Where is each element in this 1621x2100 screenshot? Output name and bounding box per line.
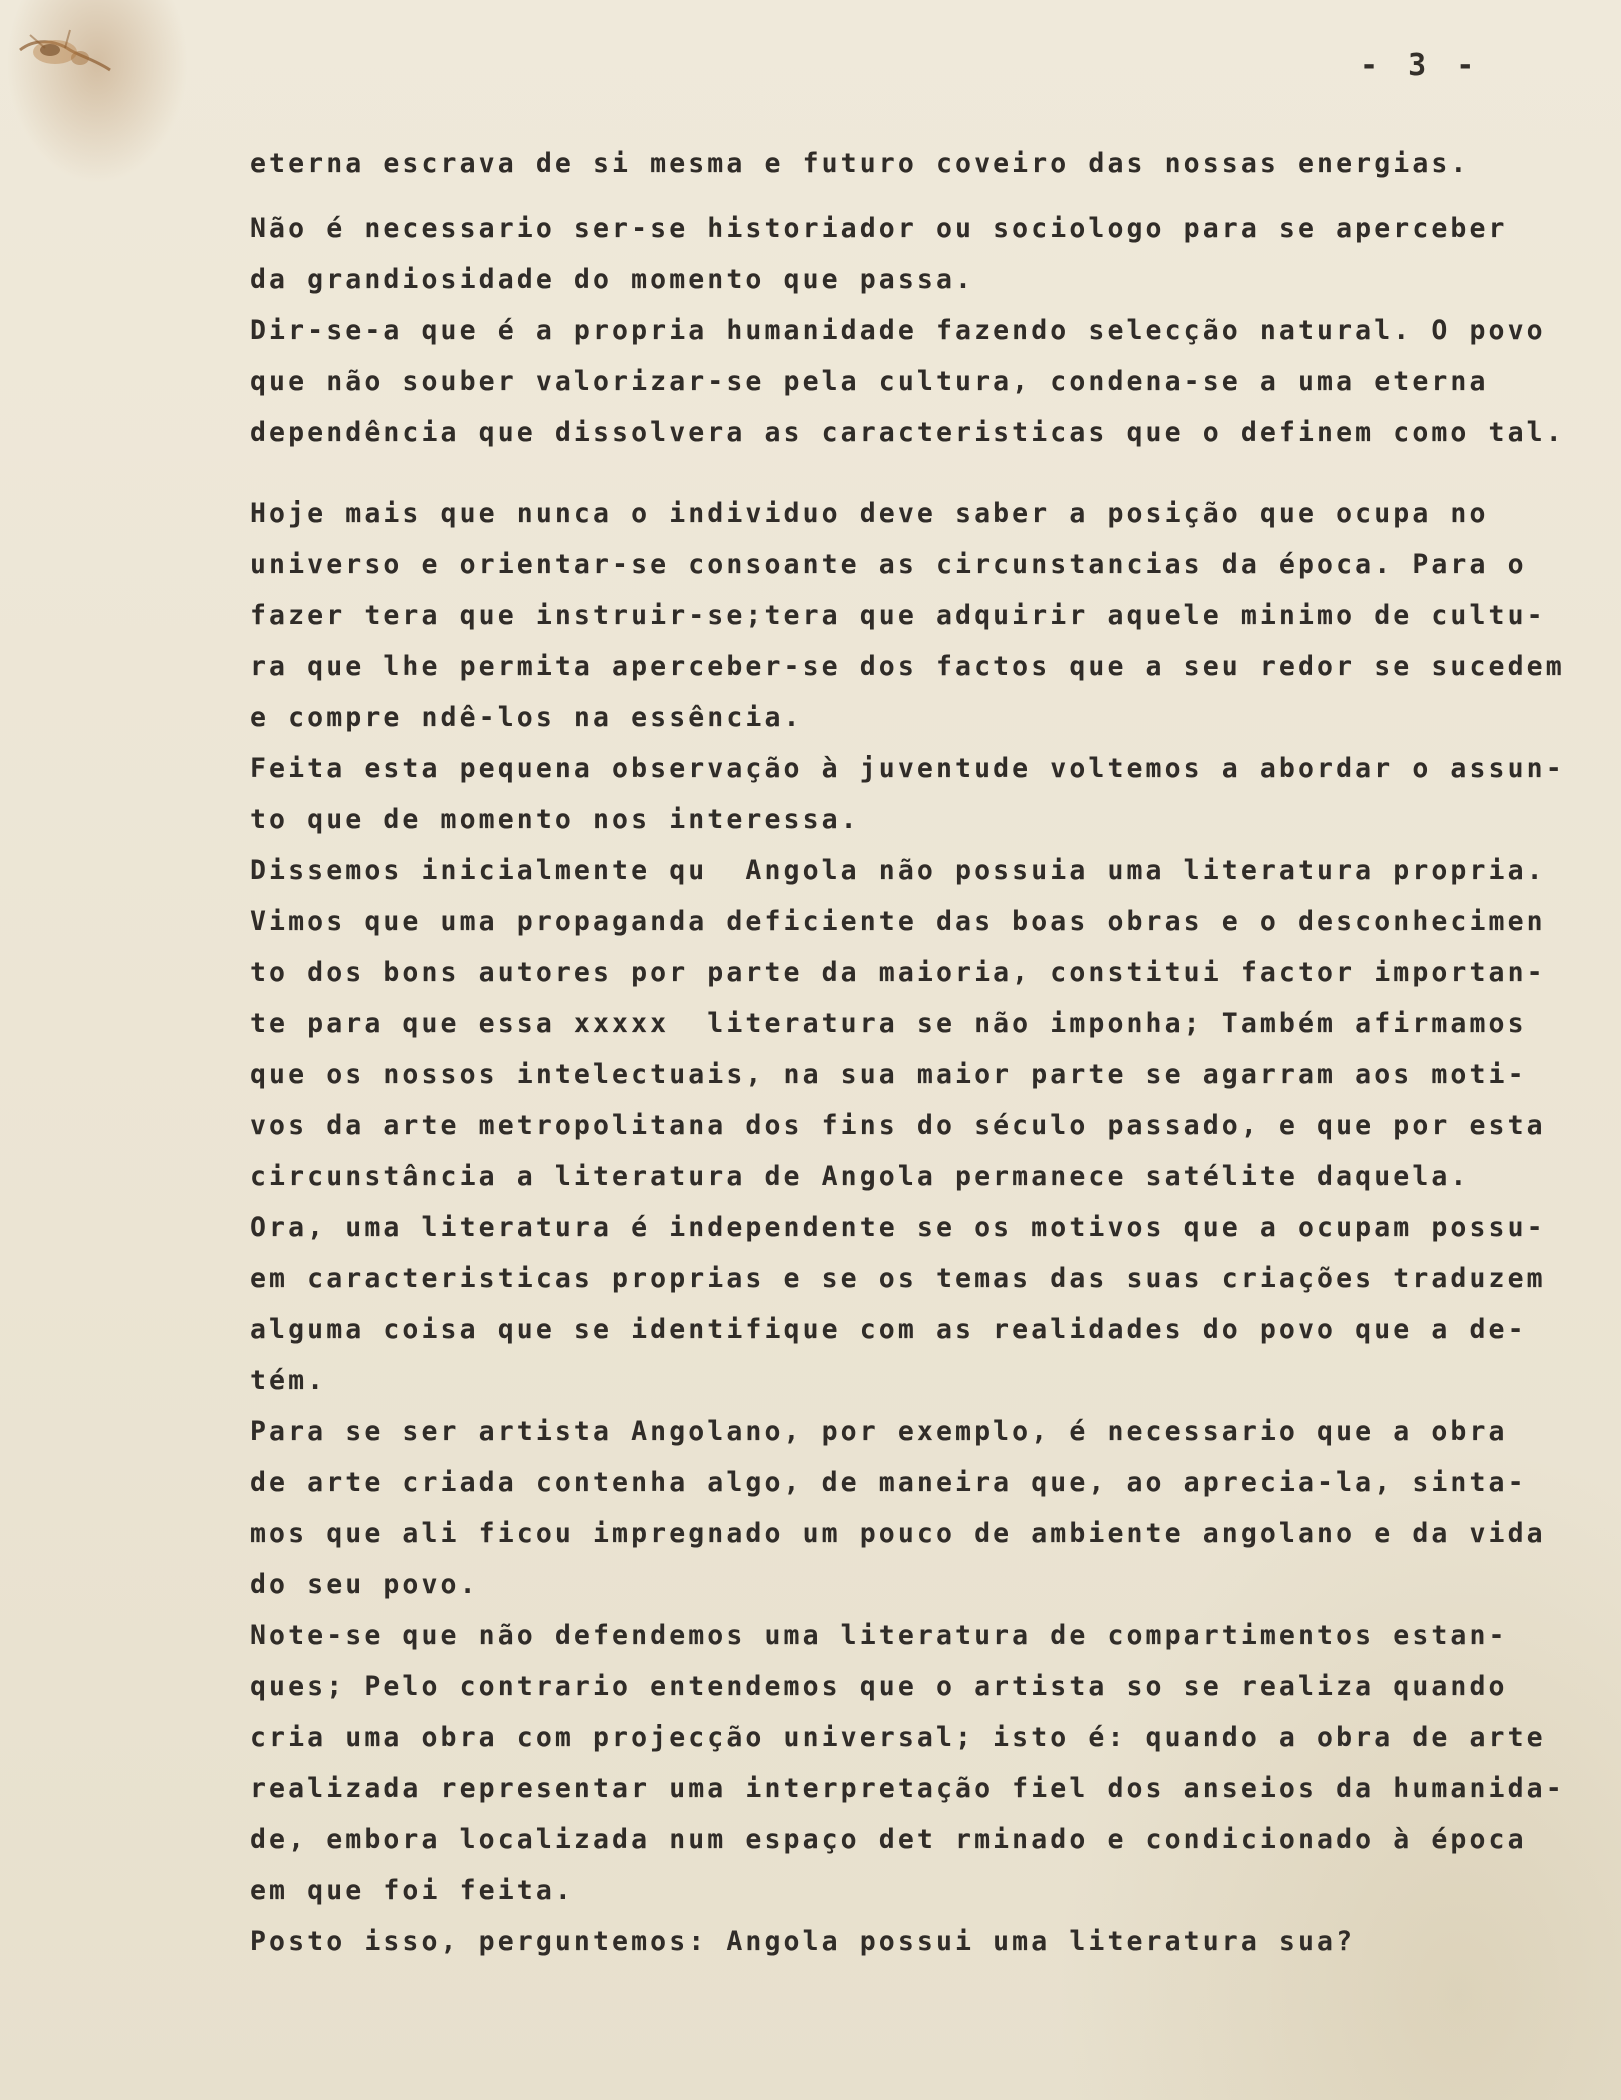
- text-line: Dissemos inicialmente qu Angola não possuia uma literatura propria.: [250, 855, 1546, 886]
- text-line: e compre ndê-los na essência.: [250, 702, 803, 733]
- text-line: Ora, uma literatura é independente se os motivos que a ocupam possu-: [250, 1212, 1546, 1243]
- text-line: do seu povo.: [250, 1569, 479, 1600]
- text-line: alguma coisa que se identifique com as realidades do povo que a de-: [250, 1314, 1527, 1345]
- text-line: em caracteristicas proprias e se os temas das suas criações traduzem: [250, 1263, 1546, 1294]
- text-line: circunstância a literatura de Angola permanece satélite daquela.: [250, 1161, 1470, 1192]
- text-line: Posto isso, perguntemos: Angola possui uma literatura sua?: [250, 1926, 1356, 1957]
- text-line: mos que ali ficou impregnado um pouco de ambiente angolano e da vida: [250, 1518, 1546, 1549]
- page-number: - 3 -: [1360, 48, 1481, 83]
- text-line: de, embora localizada num espaço det rminado e condicionado à época: [250, 1824, 1527, 1855]
- text-line: Note-se que não defendemos uma literatura de compartimentos estan-: [250, 1620, 1508, 1651]
- text-line: ra que lhe permita aperceber-se dos factos que a seu redor se sucedem: [250, 651, 1565, 682]
- text-line: to que de momento nos interessa.: [250, 804, 860, 835]
- text-line: que os nossos intelectuais, na sua maior parte se agarram aos moti-: [250, 1059, 1527, 1090]
- text-line: cria uma obra com projecção universal; isto é: quando a obra de arte: [250, 1722, 1546, 1753]
- text-line: to dos bons autores por parte da maioria, constitui factor importan-: [250, 957, 1546, 988]
- text-line: em que foi feita.: [250, 1875, 574, 1906]
- text-line: de arte criada contenha algo, de maneira que, ao aprecia-la, sinta-: [250, 1467, 1527, 1498]
- text-line: da grandiosidade do momento que passa.: [250, 264, 975, 295]
- text-line: Para se ser artista Angolano, por exemplo, é necessario que a obra: [250, 1416, 1508, 1447]
- rust-stain-mark: [10, 20, 120, 100]
- text-line: fazer tera que instruir-se;tera que adquirir aquele minimo de cultu-: [250, 600, 1546, 631]
- text-line: ques; Pelo contrario entendemos que o artista so se realiza quando: [250, 1671, 1508, 1702]
- text-line: dependência que dissolvera as caracteristicas que o definem como tal.: [250, 417, 1565, 448]
- text-line: Feita esta pequena observação à juventude voltemos a abordar o assun-: [250, 753, 1565, 784]
- text-line: que não souber valorizar-se pela cultura, condena-se a uma eterna: [250, 366, 1489, 397]
- text-line: te para que essa xxxxx literatura se não imponha; Também afirmamos: [250, 1008, 1527, 1039]
- text-line: realizada representar uma interpretação fiel dos anseios da humanida-: [250, 1773, 1565, 1804]
- text-line: Vimos que uma propaganda deficiente das boas obras e o desconhecimen: [250, 906, 1546, 937]
- text-line: Não é necessario ser-se historiador ou sociologo para se aperceber: [250, 213, 1508, 244]
- text-line: universo e orientar-se consoante as circunstancias da época. Para o: [250, 549, 1527, 580]
- text-line: tém.: [250, 1365, 327, 1396]
- text-line: eterna escrava de si mesma e futuro coveiro das nossas energias.: [250, 148, 1470, 179]
- text-line: Dir-se-a que é a propria humanidade fazendo selecção natural. O povo: [250, 315, 1546, 346]
- document-body: [250, 138, 1620, 1967]
- text-line: Hoje mais que nunca o individuo deve saber a posição que ocupa no: [250, 498, 1489, 529]
- text-line: vos da arte metropolitana dos fins do século passado, e que por esta: [250, 1110, 1546, 1141]
